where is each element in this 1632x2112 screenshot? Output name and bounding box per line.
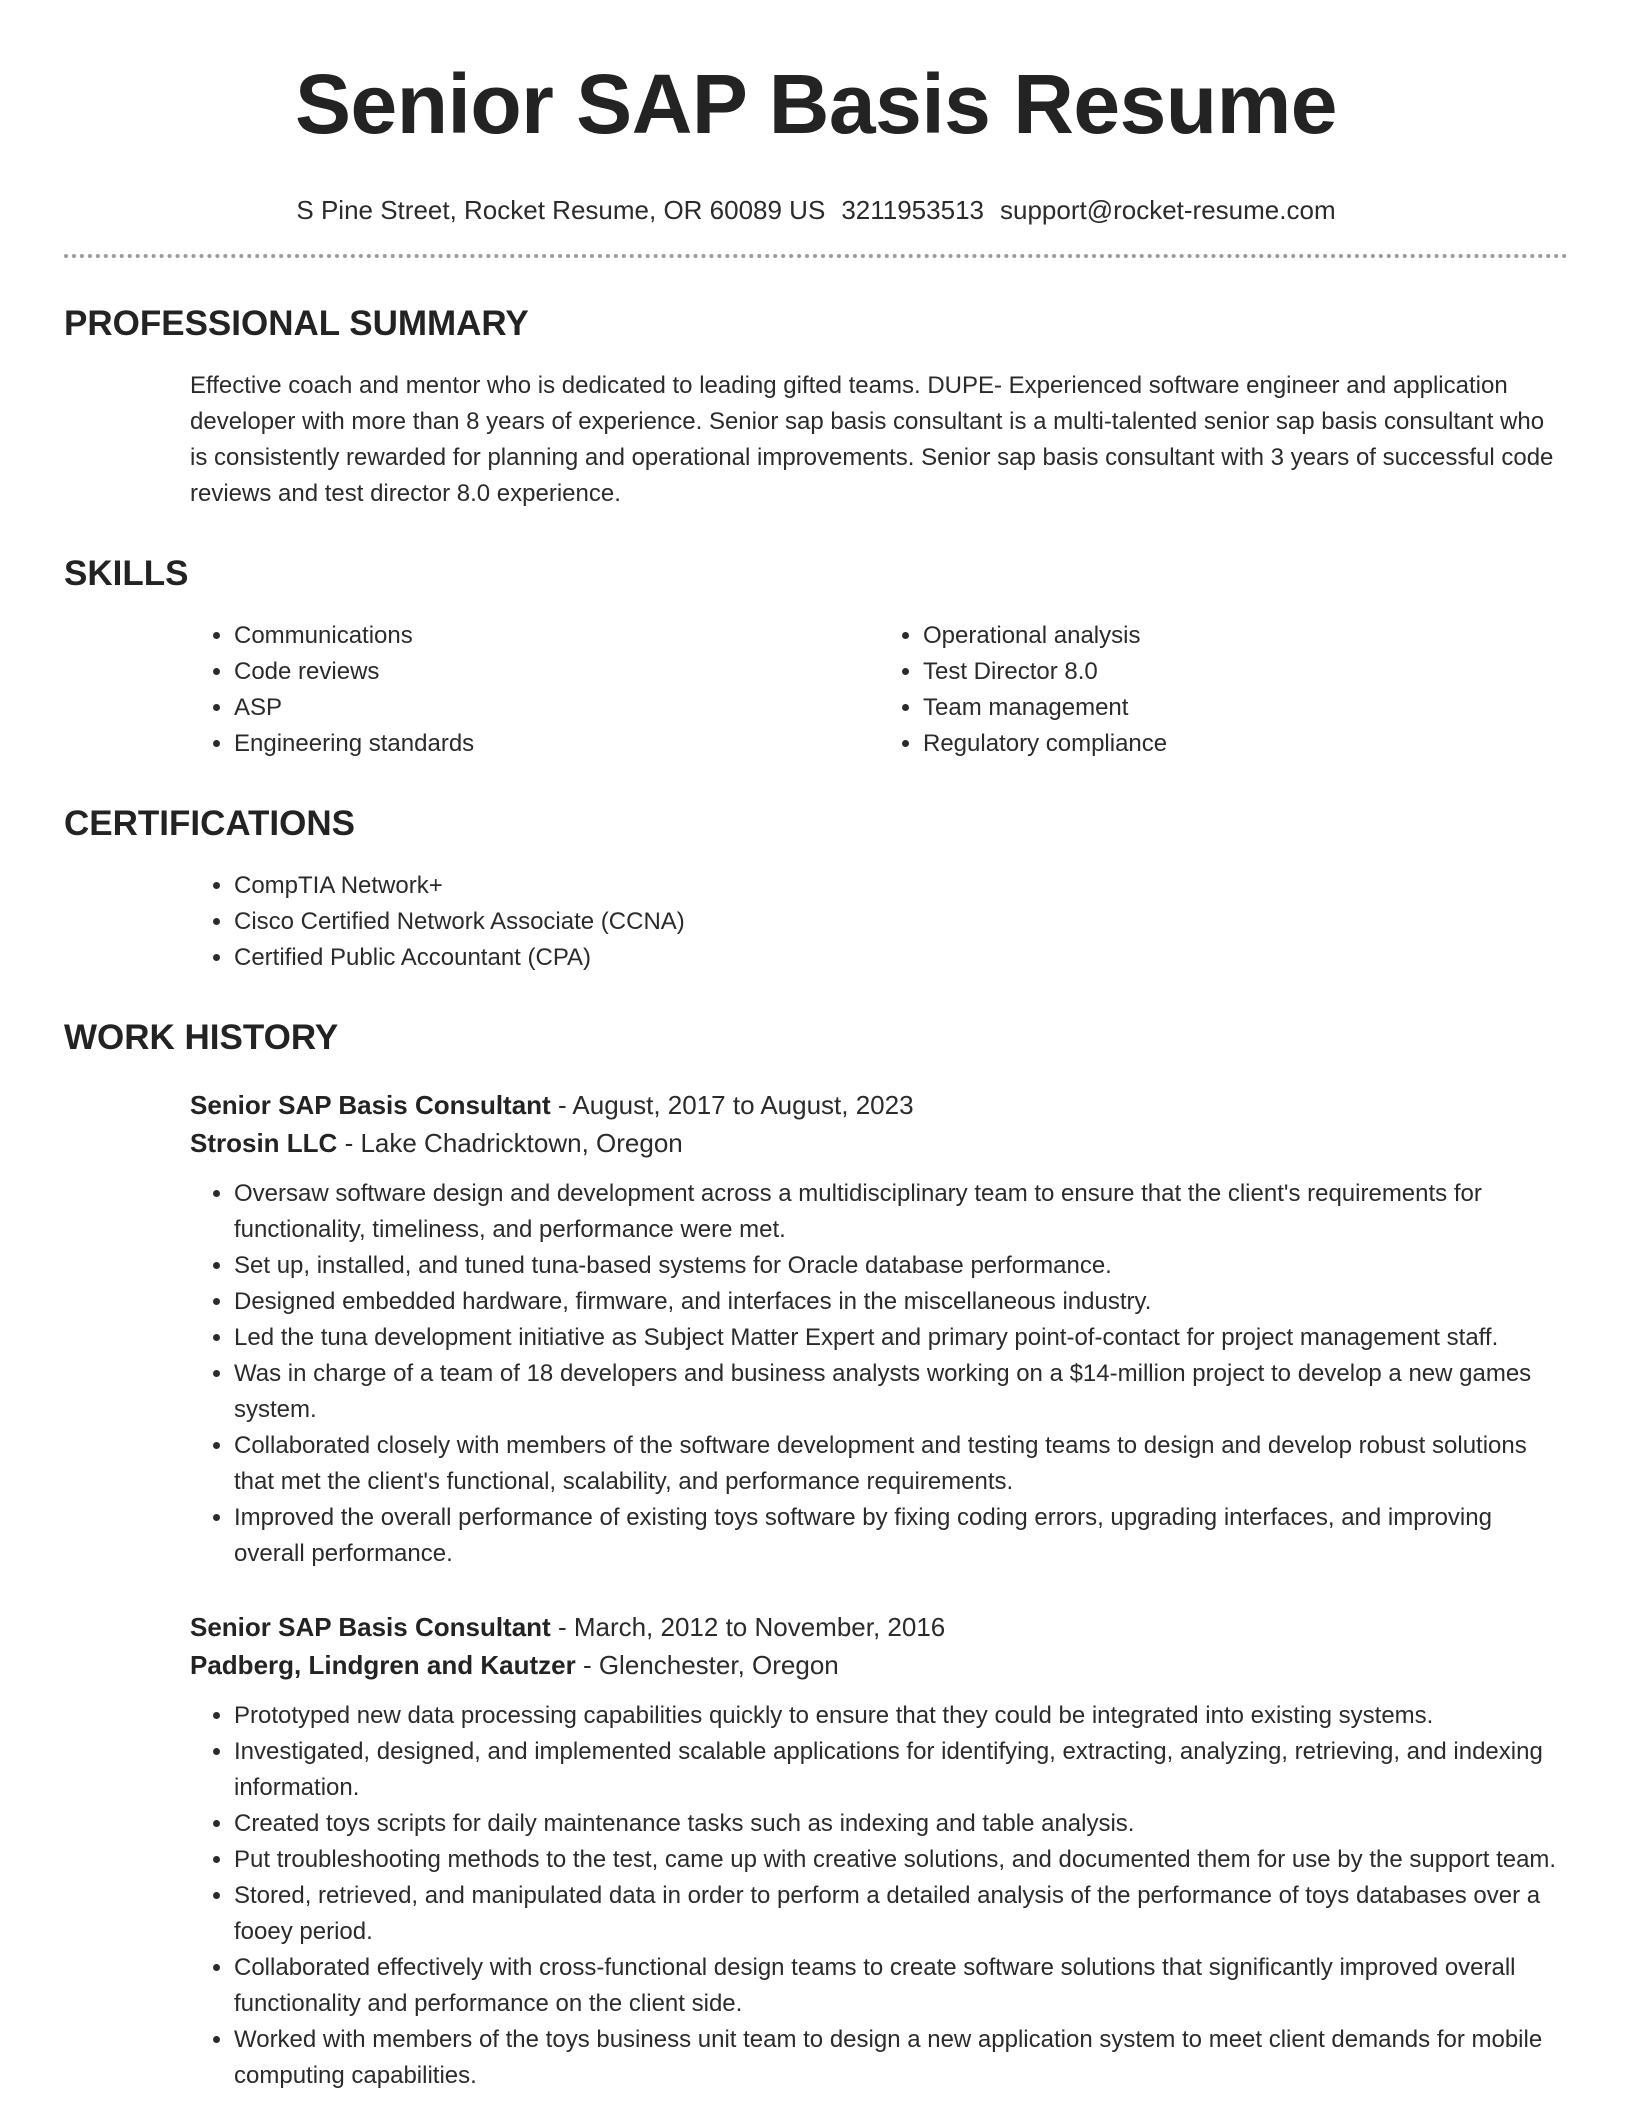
skills-heading: SKILLS <box>64 554 189 593</box>
skill-item: • Team management <box>923 690 1568 726</box>
job-company-line <box>190 1124 1568 1162</box>
certification-item: • Cisco Certified Network Associate (CCNA) <box>234 904 1568 940</box>
job-dates: - August, 2017 to August, 2023 <box>550 1090 914 1120</box>
job-company: Strosin LLC <box>190 1128 338 1158</box>
job-dates: - March, 2012 to November, 2016 <box>550 1612 946 1642</box>
job-bullet: • Oversaw software design and development across a multidisciplinary team to ensure that the client's requirements for functionality, timeliness, and performance were met. <box>234 1176 1568 1248</box>
job-bullet: • Put troubleshooting methods to the test, came up with creative solutions, and documented them for use by the support team. <box>234 1842 1568 1878</box>
job-title: Senior SAP Basis Consultant <box>190 1090 551 1120</box>
job-title: Senior SAP Basis Consultant <box>190 1612 551 1642</box>
skill-item: • ASP <box>234 690 879 726</box>
job-bullets <box>190 1176 1568 1572</box>
skills-list-left <box>190 618 879 762</box>
job-bullet: • Collaborated effectively with cross-functional design teams to create software solutions that significantly improved overall functionality and performance on the client side. <box>234 1950 1568 2022</box>
work-history-section <box>64 1016 1568 2094</box>
job-location: - Glenchester, Oregon <box>575 1650 839 1680</box>
job-company: Padberg, Lindgren and Kautzer <box>190 1650 576 1680</box>
job-location: - Lake Chadricktown, Oregon <box>337 1128 683 1158</box>
header-divider <box>64 254 1568 258</box>
skills-section <box>64 552 1568 762</box>
job-bullet: • Was in charge of a team of 18 developers and business analysts working on a $14-million project to develop a new games system. <box>234 1356 1568 1428</box>
job-bullet: • Prototyped new data processing capabilities quickly to ensure that they could be integrated into existing systems. <box>234 1698 1568 1734</box>
certifications-block <box>190 868 1568 976</box>
job-bullet: • Worked with members of the toys business unit team to design a new application system to meet client demands for mobile computing capabilities. <box>234 2022 1568 2094</box>
skill-item: • Operational analysis <box>923 618 1568 654</box>
contact-email: support@rocket-resume.com <box>999 195 1336 225</box>
summary-text: Effective coach and mentor who is dedicated to leading gifted teams. DUPE- Experienced software engineer and application developer with more than 8 years of experience. Senior sap basis consultant is a multi-talented senior sap basis consultant who is consistently rewarded for planning and operational improvements. Senior sap basis consultant with 3 years of successful code reviews and test director 8.0 experience. <box>190 372 1554 507</box>
contact-phone: 3211953513 <box>841 195 984 225</box>
certification-item: • Certified Public Accountant (CPA) <box>234 940 1568 976</box>
job-bullet: • Collaborated closely with members of the software development and testing teams to design and develop robust solutions that met the client's functional, scalability, and performance requirements. <box>234 1428 1568 1500</box>
skill-item: • Regulatory compliance <box>923 726 1568 762</box>
contact-address: S Pine Street, Rocket Resume, OR 60089 US <box>296 195 826 225</box>
skill-item: • Test Director 8.0 <box>923 654 1568 690</box>
certifications-heading: CERTIFICATIONS <box>64 804 356 843</box>
skill-item: • Engineering standards <box>234 726 879 762</box>
skill-item: • Code reviews <box>234 654 879 690</box>
certifications-section <box>64 802 1568 976</box>
job-bullets <box>190 1698 1568 2094</box>
contact-line <box>64 194 1568 226</box>
resume-page <box>64 0 1568 2094</box>
job-title-line <box>190 1608 1568 1646</box>
skill-item: • Communications <box>234 618 879 654</box>
resume-title: Senior SAP Basis Resume <box>294 57 1338 151</box>
skills-columns <box>190 618 1568 762</box>
skills-list-right <box>879 618 1568 762</box>
job-bullet: • Stored, retrieved, and manipulated data in order to perform a detailed analysis of the performance of toys databases over a fooey period. <box>234 1878 1568 1950</box>
job-bullet: • Created toys scripts for daily maintenance tasks such as indexing and table analysis. <box>234 1806 1568 1842</box>
job-bullet: • Improved the overall performance of existing toys software by fixing coding errors, upgrading interfaces, and improving overall performance. <box>234 1500 1568 1572</box>
job-company-line <box>190 1646 1568 1684</box>
job-entry <box>190 1608 1568 2094</box>
certification-item: • CompTIA Network+ <box>234 868 1568 904</box>
job-bullet: • Set up, installed, and tuned tuna-based systems for Oracle database performance. <box>234 1248 1568 1284</box>
job-bullet: • Designed embedded hardware, firmware, and interfaces in the miscellaneous industry. <box>234 1284 1568 1320</box>
summary-heading: PROFESSIONAL SUMMARY <box>64 304 529 343</box>
summary-section <box>64 302 1568 512</box>
work-history-heading: WORK HISTORY <box>64 1018 339 1057</box>
job-bullet: • Investigated, designed, and implemented scalable applications for identifying, extracting, analyzing, retrieving, and indexing information. <box>234 1734 1568 1806</box>
certifications-list <box>190 868 1568 976</box>
job-title-line <box>190 1086 1568 1124</box>
job-entry <box>190 1086 1568 1572</box>
job-bullet: • Led the tuna development initiative as Subject Matter Expert and primary point-of-contact for project management staff. <box>234 1320 1568 1356</box>
